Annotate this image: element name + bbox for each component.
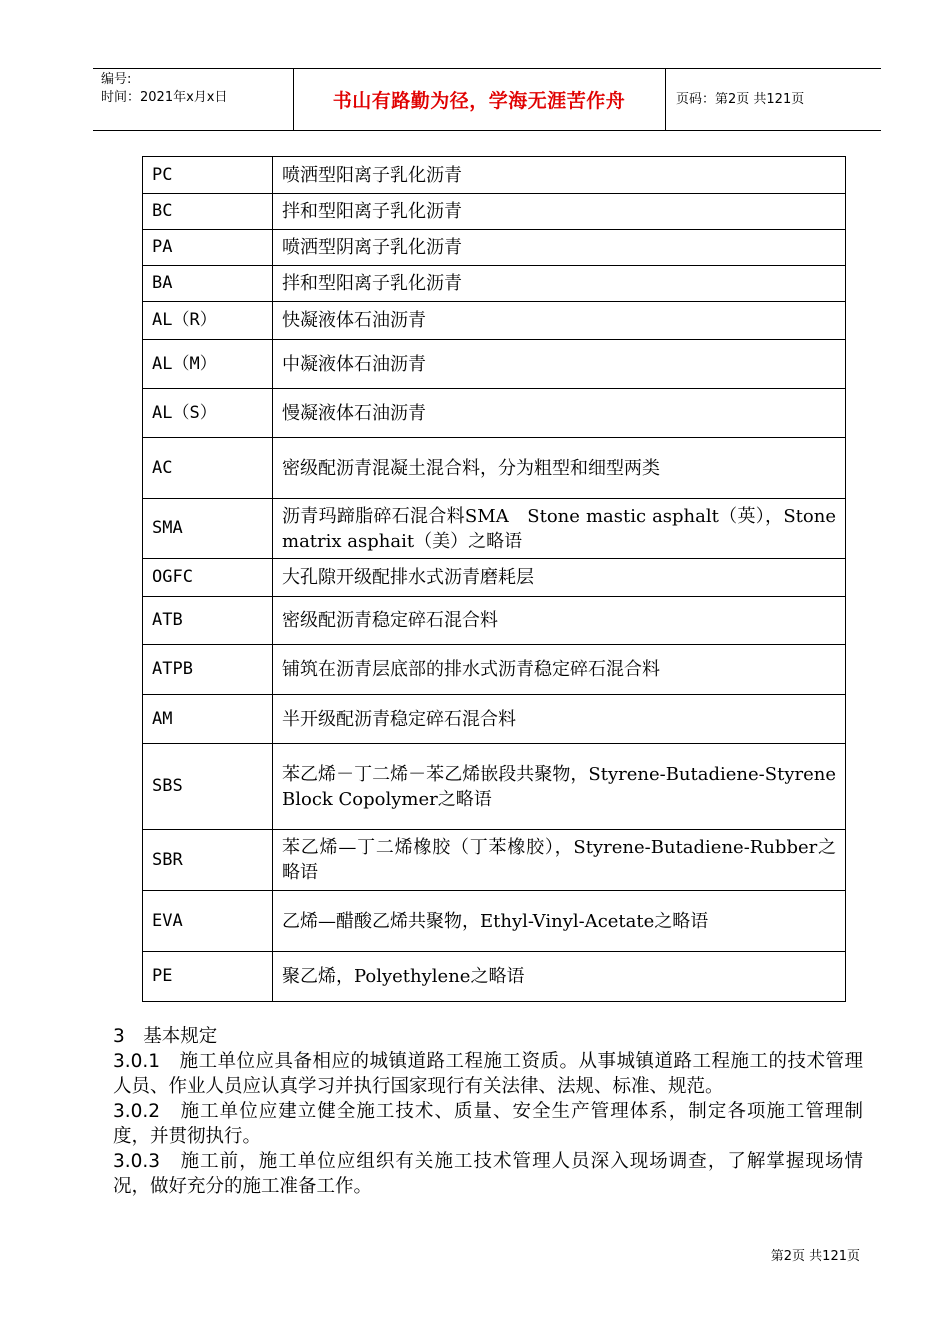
clause-3-0-2: 3.0.2 施工单位应建立健全施工技术、质量、安全生产管理体系，制定各项施工管理制度，并贯彻执行。: [113, 1101, 863, 1147]
table-row: [143, 695, 846, 744]
abbr-code: PE: [143, 952, 273, 1002]
abbr-description: 中凝液体石油沥青: [273, 340, 846, 389]
abbr-description: 慢凝液体石油沥青: [273, 389, 846, 438]
abbr-code: AC: [143, 438, 273, 499]
header-motto-cell: [293, 69, 666, 130]
table-row: [143, 194, 846, 230]
table-row: [143, 744, 846, 830]
page-footer: 第2页 共121页: [770, 1249, 860, 1264]
abbr-description: 大孔隙开级配排水式沥青磨耗层: [273, 559, 846, 597]
table-row: [143, 830, 846, 891]
abbr-code: BC: [143, 194, 273, 230]
header-meta: [93, 69, 294, 130]
section-heading: 3 基本规定: [113, 1026, 218, 1047]
abbr-description: 拌和型阳离子乳化沥青: [273, 194, 846, 230]
abbr-description: 快凝液体石油沥青: [273, 302, 846, 340]
abbr-description: 苯乙烯－丁二烯－苯乙烯嵌段共聚物，Styrene-Butadiene-Styrene Block Copolymer之略语: [273, 744, 846, 830]
abbr-code: AL（S）: [143, 389, 273, 438]
clause-3-0-1: 3.0.1 施工单位应具备相应的城镇道路工程施工资质。从事城镇道路工程施工的技术管理人员、作业人员应认真学习并执行国家现行有关法律、法规、标准、规范。: [113, 1051, 863, 1097]
table-row: [143, 891, 846, 952]
table-row: [143, 438, 846, 499]
table-row: [143, 559, 846, 597]
abbreviation-table: [142, 156, 846, 1002]
abbr-code: AM: [143, 695, 273, 744]
abbr-description: 苯乙烯—丁二烯橡胶（丁苯橡胶），Styrene-Butadiene-Rubber之略语: [273, 830, 846, 891]
abbr-description: 密级配沥青混凝土混合料，分为粗型和细型两类: [273, 438, 846, 499]
document-time: 时间：2021年x月x日: [101, 90, 228, 105]
table-row: [143, 952, 846, 1002]
abbr-code: OGFC: [143, 559, 273, 597]
abbr-code: SBR: [143, 830, 273, 891]
abbr-code: AL（M）: [143, 340, 273, 389]
abbr-description: 铺筑在沥青层底部的排水式沥青稳定碎石混合料: [273, 645, 846, 695]
abbr-description: 密级配沥青稳定碎石混合料: [273, 597, 846, 645]
abbr-description: 拌和型阳离子乳化沥青: [273, 266, 846, 302]
abbr-description: 沥青玛蹄脂碎石混合料SMA Stone mastic asphalt（英），Stone matrix asphait（美）之略语: [273, 499, 846, 559]
abbr-code: PC: [143, 157, 273, 194]
header-page-cell: [666, 69, 881, 130]
abbr-code: SMA: [143, 499, 273, 559]
table-row: [143, 597, 846, 645]
page-header: [93, 68, 881, 131]
table-row: [143, 266, 846, 302]
clause-3-0-3: 3.0.3 施工前，施工单位应组织有关施工技术管理人员深入现场调查，了解掌握现场情况，做好充分的施工准备工作。: [113, 1151, 863, 1197]
table-row: [143, 340, 846, 389]
abbr-description: 喷洒型阳离子乳化沥青: [273, 157, 846, 194]
abbr-description: 半开级配沥青稳定碎石混合料: [273, 695, 846, 744]
header-motto: 书山有路勤为径，学海无涯苦作舟: [332, 90, 626, 112]
abbr-code: ATB: [143, 597, 273, 645]
abbr-code: ATPB: [143, 645, 273, 695]
table-row: [143, 499, 846, 559]
table-row: [143, 645, 846, 695]
abbr-code: SBS: [143, 744, 273, 830]
abbr-description: 乙烯—醋酸乙烯共聚物，Ethyl-Vinyl-Acetate之略语: [273, 891, 846, 952]
table-row: [143, 302, 846, 340]
abbr-code: PA: [143, 230, 273, 266]
header-page-number: 页码：第2页 共121页: [676, 91, 805, 107]
table-row: [143, 389, 846, 438]
abbr-code: BA: [143, 266, 273, 302]
table-row: [143, 157, 846, 194]
abbr-code: AL（R）: [143, 302, 273, 340]
abbr-description: 聚乙烯，Polyethylene之略语: [273, 952, 846, 1002]
table-row: [143, 230, 846, 266]
section-basic-provisions: [113, 1024, 863, 1199]
document-code: 编号:: [101, 72, 132, 87]
abbr-code: EVA: [143, 891, 273, 952]
abbr-description: 喷洒型阴离子乳化沥青: [273, 230, 846, 266]
